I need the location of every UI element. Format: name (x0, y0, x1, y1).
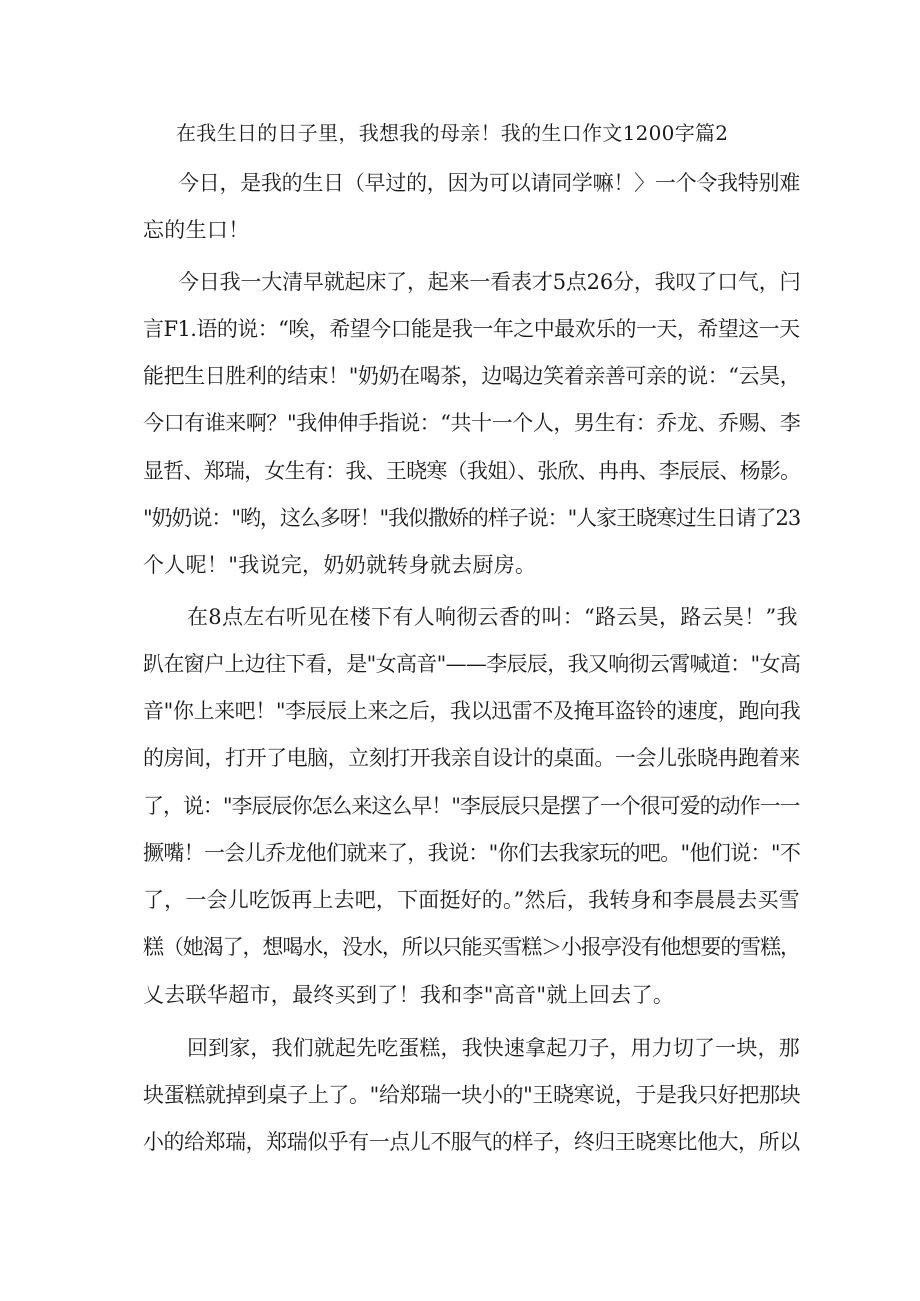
paragraph-line: 了，一会儿吃饭再上去吧，下面挺好的。”然后，我转身和李晨晨去买雪 (143, 888, 800, 912)
paragraph-line: 忘的生口！ (143, 218, 250, 242)
paragraph-line: 小的给郑瑞，郑瑞似乎有一点儿不服气的样子，终归王晓寒比他大，所以 (143, 1130, 800, 1154)
paragraph-line: 块蛋糕就掉到桌子上了。"给郑瑞一块小的"王晓寒说，于是我只好把那块 (143, 1083, 801, 1107)
paragraph-line: 撅嘴！一会儿乔龙他们就来了，我说："你们去我家玩的吧。"他们说："不 (143, 841, 801, 865)
paragraph-line: 糕（她渴了，想喝水，没水，所以只能买雪糕＞小报亭没有他想要的雪糕， (143, 935, 800, 959)
paragraph-line: 了，说："李辰辰你怎么来这么早！"李辰辰只是摆了一个很可爱的动作一一 (143, 794, 800, 818)
paragraph-line: 音"你上来吧！"李辰辰上来之后，我以迅雷不及掩耳盗铃的速度，跑向我 (143, 699, 801, 723)
paragraph-line: 今日我一大清早就起床了，起来一看表才5点26分，我叹了口气，闩 (178, 270, 801, 294)
paragraph-line: 显哲、郑瑞，女生有：我、王晓寒（我姐）、张欣、冉冉、李辰辰、杨影。 (143, 459, 801, 483)
paragraph-line: 能把生日胜利的结束！"奶奶在喝茶，边喝边笑着亲善可亲的说：“云昊， (143, 364, 801, 388)
paragraph-line: 乂去联华超市，最终买到了！我和李"高音"就上回去了。 (143, 983, 675, 1007)
document-title: 在我生日的日子里，我想我的母亲！我的生口作文1200字篇2 (176, 121, 729, 145)
paragraph-line: 在8点左右听见在楼下有人响彻云香的叫：“路云昊，路云昊！”我 (187, 605, 798, 629)
paragraph-line: 今口有谁来啊？"我伸伸手指说：“共十一个人，男生有：乔龙、乔赐、李 (143, 411, 801, 435)
paragraph-line: 今日，是我的生日（早过的，因为可以请同学嘛！〉一个令我特别难 (178, 171, 800, 195)
paragraph-line: 回到家，我们就起先吃蛋糕，我快速拿起刀子，用力切了一块，那 (187, 1036, 800, 1060)
paragraph-line: 个人呢！"我说完，奶奶就转身就去厨房。 (143, 553, 537, 577)
paragraph-line: "奶奶说："哟，这么多呀！"我似撒娇的样子说："人家王晓寒过生日请了23 (143, 506, 801, 530)
paragraph-line: 言F1.语的说：“唉，希望今口能是我一年之中最欢乐的一天，希望这一天 (143, 317, 800, 341)
paragraph-line: 的房间，打开了电脑，立刻打开我亲自设计的桌面。一会儿张晓冉跑着来 (143, 746, 800, 770)
paragraph-line: 趴在窗户上边往下看，是"女高音"——李辰辰，我又响彻云霄喊道："女高 (143, 652, 801, 676)
